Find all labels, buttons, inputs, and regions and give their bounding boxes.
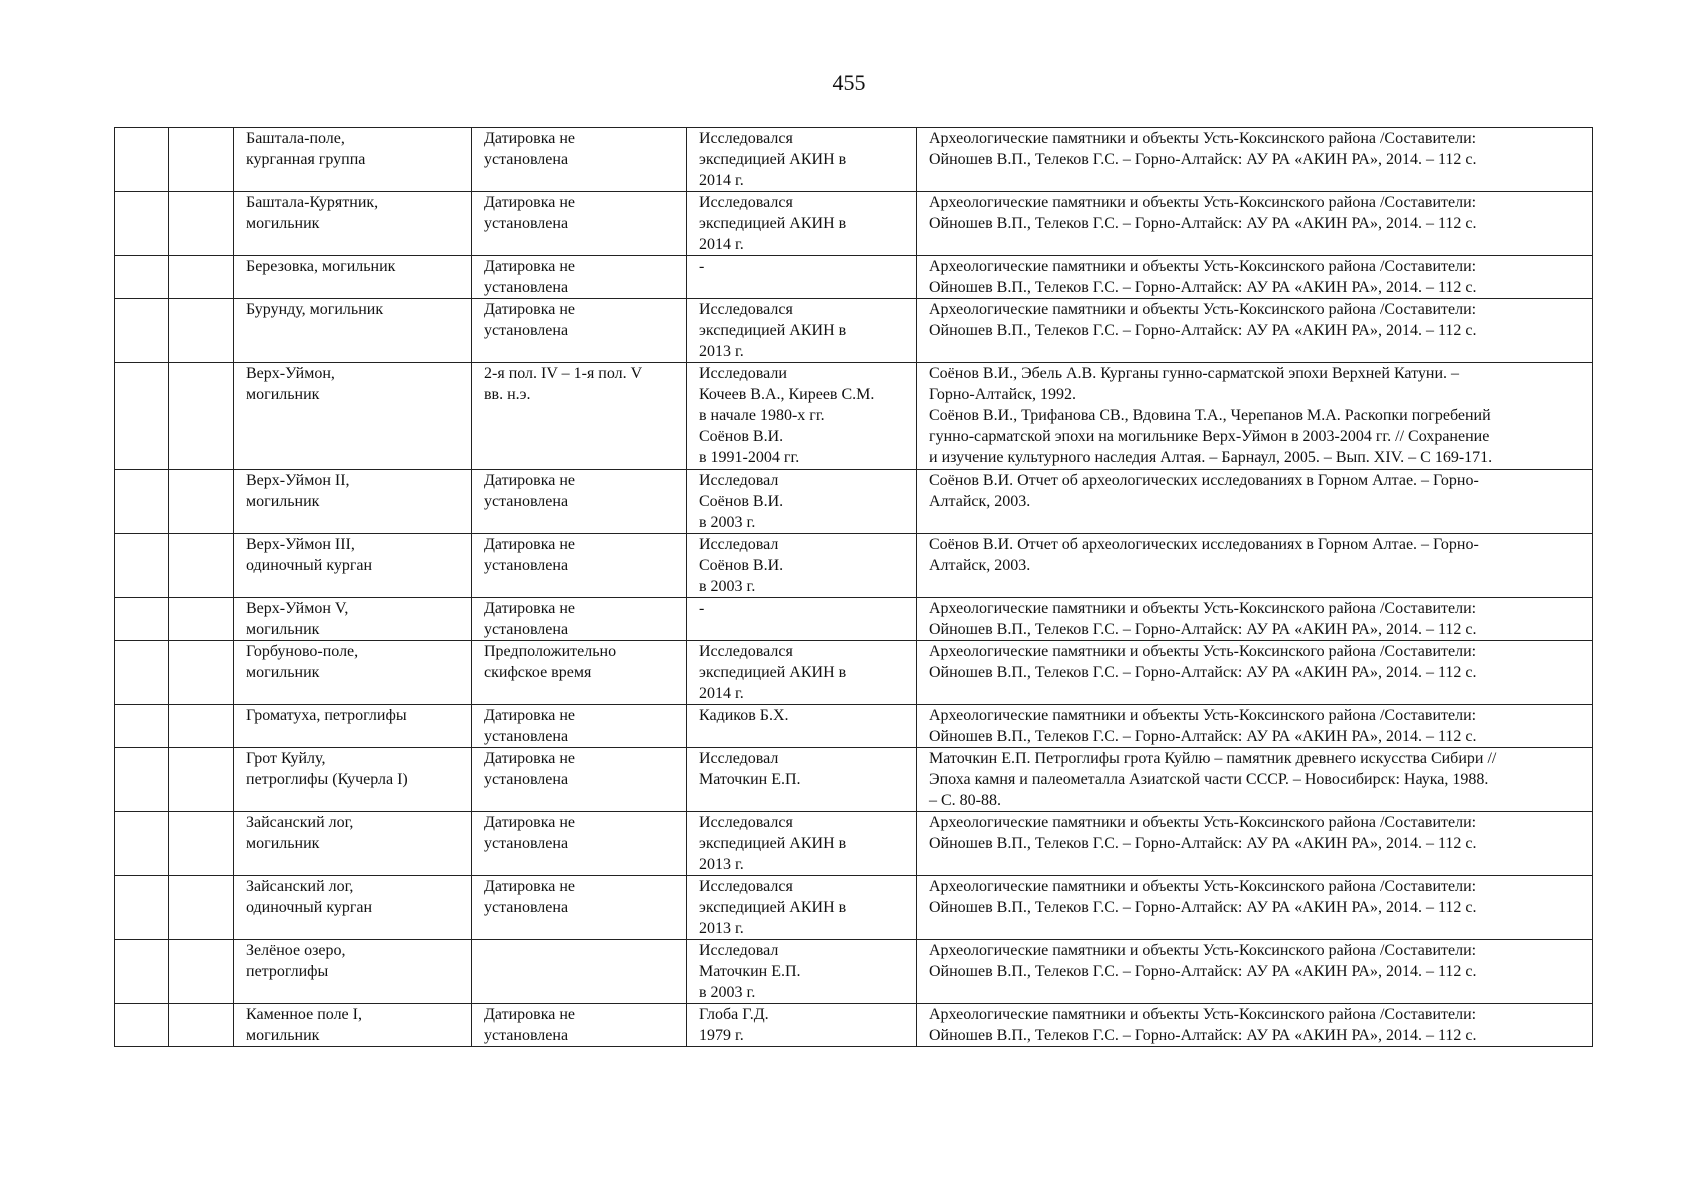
cell-dating: Датировка не установлена (472, 470, 687, 534)
table-row (115, 940, 1593, 1004)
table-row (115, 299, 1593, 363)
cell-dating: Датировка не установлена (472, 256, 687, 299)
cell-number (115, 748, 169, 812)
cell-source: Маточкин Е.П. Петроглифы грота Куйлю – памятник древнего искусства Сибири // Эпоха камня и палеометалла Азиатской части СССР. – Новосибирск: Наука, 1988. – С. 80-88. (917, 748, 1593, 812)
table-row (115, 534, 1593, 598)
cell-monument-name: Верх-Уймон, могильник (234, 363, 472, 470)
cell-research: Исследовался экспедицией АКИН в 2013 г. (687, 812, 917, 876)
cell-monument-name: Березовка, могильник (234, 256, 472, 299)
cell-number (115, 705, 169, 748)
cell-number (115, 192, 169, 256)
cell-code (169, 705, 234, 748)
cell-number (115, 534, 169, 598)
cell-source: Соёнов В.И. Отчет об археологических исследованиях в Горном Алтае. – Горно- Алтайск, 2003. (917, 470, 1593, 534)
table-row (115, 256, 1593, 299)
cell-code (169, 1004, 234, 1047)
cell-dating: Датировка не установлена (472, 812, 687, 876)
cell-source: Соёнов В.И. Отчет об археологических исследованиях в Горном Алтае. – Горно- Алтайск, 2003. (917, 534, 1593, 598)
cell-code (169, 876, 234, 940)
cell-source: Археологические памятники и объекты Усть-Коксинского района /Составители: Ойношев В.П., Телеков Г.С. – Горно-Алтайск: АУ РА «АКИН РА», 2014. – 112 с. (917, 128, 1593, 192)
table-row (115, 363, 1593, 470)
cell-monument-name: Грот Куйлу, петроглифы (Кучерла I) (234, 748, 472, 812)
cell-research: Исследовали Кочеев В.А., Киреев С.М. в начале 1980-х гг. Соёнов В.И. в 1991-2004 гг. (687, 363, 917, 470)
cell-source: Археологические памятники и объекты Усть-Коксинского района /Составители: Ойношев В.П., Телеков Г.С. – Горно-Алтайск: АУ РА «АКИН РА», 2014. – 112 с. (917, 299, 1593, 363)
table-row (115, 470, 1593, 534)
cell-research: Кадиков Б.Х. (687, 705, 917, 748)
cell-dating: Датировка не установлена (472, 192, 687, 256)
cell-code (169, 641, 234, 705)
cell-code (169, 598, 234, 641)
cell-dating: Датировка не установлена (472, 876, 687, 940)
table-row (115, 812, 1593, 876)
cell-monument-name: Верх-Уймон II, могильник (234, 470, 472, 534)
cell-monument-name: Зелёное озеро, петроглифы (234, 940, 472, 1004)
cell-dating: Датировка не установлена (472, 705, 687, 748)
cell-code (169, 534, 234, 598)
monuments-table-body (115, 128, 1593, 1047)
cell-research: Глоба Г.Д. 1979 г. (687, 1004, 917, 1047)
cell-monument-name: Бурунду, могильник (234, 299, 472, 363)
cell-number (115, 940, 169, 1004)
table-row (115, 192, 1593, 256)
cell-number (115, 876, 169, 940)
cell-code (169, 812, 234, 876)
cell-monument-name: Баштала-поле, курганная группа (234, 128, 472, 192)
cell-research: Исследовал Маточкин Е.П. в 2003 г. (687, 940, 917, 1004)
cell-dating: Предположительно скифское время (472, 641, 687, 705)
cell-code (169, 940, 234, 1004)
cell-monument-name: Зайсанский лог, одиночный курган (234, 876, 472, 940)
cell-dating (472, 940, 687, 1004)
cell-number (115, 470, 169, 534)
cell-research: Исследовался экспедицией АКИН в 2014 г. (687, 192, 917, 256)
cell-number (115, 641, 169, 705)
cell-number (115, 598, 169, 641)
cell-research: Исследовался экспедицией АКИН в 2014 г. (687, 128, 917, 192)
cell-number (115, 299, 169, 363)
cell-research: Исследовался экспедицией АКИН в 2013 г. (687, 299, 917, 363)
table-row (115, 748, 1593, 812)
table-row (115, 128, 1593, 192)
page-number: 455 (832, 70, 866, 95)
cell-dating: Датировка не установлена (472, 598, 687, 641)
table-row (115, 1004, 1593, 1047)
cell-number (115, 812, 169, 876)
cell-monument-name: Горбуново-поле, могильник (234, 641, 472, 705)
cell-research: Исследовал Маточкин Е.П. (687, 748, 917, 812)
cell-source: Соёнов В.И., Эбель А.В. Курганы гунно-сарматской эпохи Верхней Катуни. – Горно-Алтайск, 1992. Соёнов В.И., Трифанова СВ., Вдовина Т.А., Черепанов М.А. Раскопки погребений гунно-сарматской эпохи на могильнике Верх-Уймон в 2003-2004 гг. // Сохранение и изучение культурного наследия Алтая. – Барнаул, 2005. – Вып. XIV. – С 169-171. (917, 363, 1593, 470)
table-row (115, 641, 1593, 705)
cell-number (115, 1004, 169, 1047)
cell-number (115, 128, 169, 192)
cell-number (115, 256, 169, 299)
cell-code (169, 470, 234, 534)
cell-monument-name: Зайсанский лог, могильник (234, 812, 472, 876)
cell-research: Исследовался экспедицией АКИН в 2014 г. (687, 641, 917, 705)
cell-code (169, 128, 234, 192)
cell-monument-name: Верх-Уймон V, могильник (234, 598, 472, 641)
cell-monument-name: Верх-Уймон III, одиночный курган (234, 534, 472, 598)
cell-research: Исследовал Соёнов В.И. в 2003 г. (687, 534, 917, 598)
table-row (115, 705, 1593, 748)
cell-monument-name: Громатуха, петроглифы (234, 705, 472, 748)
cell-code (169, 299, 234, 363)
cell-source: Археологические памятники и объекты Усть-Коксинского района /Составители: Ойношев В.П., Телеков Г.С. – Горно-Алтайск: АУ РА «АКИН РА», 2014. – 112 с. (917, 940, 1593, 1004)
monuments-table (114, 127, 1593, 1047)
cell-dating: Датировка не установлена (472, 1004, 687, 1047)
cell-dating: Датировка не установлена (472, 534, 687, 598)
cell-source: Археологические памятники и объекты Усть-Коксинского района /Составители: Ойношев В.П., Телеков Г.С. – Горно-Алтайск: АУ РА «АКИН РА», 2014. – 112 с. (917, 705, 1593, 748)
cell-source: Археологические памятники и объекты Усть-Коксинского района /Составители: Ойношев В.П., Телеков Г.С. – Горно-Алтайск: АУ РА «АКИН РА», 2014. – 112 с. (917, 641, 1593, 705)
cell-code (169, 192, 234, 256)
cell-monument-name: Каменное поле I, могильник (234, 1004, 472, 1047)
cell-dating: Датировка не установлена (472, 128, 687, 192)
cell-code (169, 256, 234, 299)
cell-source: Археологические памятники и объекты Усть-Коксинского района /Составители: Ойношев В.П., Телеков Г.С. – Горно-Алтайск: АУ РА «АКИН РА», 2014. – 112 с. (917, 598, 1593, 641)
cell-source: Археологические памятники и объекты Усть-Коксинского района /Составители: Ойношев В.П., Телеков Г.С. – Горно-Алтайск: АУ РА «АКИН РА», 2014. – 112 с. (917, 256, 1593, 299)
cell-code (169, 748, 234, 812)
table-row (115, 876, 1593, 940)
cell-research: - (687, 256, 917, 299)
cell-research: - (687, 598, 917, 641)
cell-dating: 2-я пол. IV – 1-я пол. V вв. н.э. (472, 363, 687, 470)
cell-dating: Датировка не установлена (472, 299, 687, 363)
table-row (115, 598, 1593, 641)
cell-research: Исследовался экспедицией АКИН в 2013 г. (687, 876, 917, 940)
cell-code (169, 363, 234, 470)
cell-source: Археологические памятники и объекты Усть-Коксинского района /Составители: Ойношев В.П., Телеков Г.С. – Горно-Алтайск: АУ РА «АКИН РА», 2014. – 112 с. (917, 812, 1593, 876)
cell-number (115, 363, 169, 470)
cell-dating: Датировка не установлена (472, 748, 687, 812)
cell-source: Археологические памятники и объекты Усть-Коксинского района /Составители: Ойношев В.П., Телеков Г.С. – Горно-Алтайск: АУ РА «АКИН РА», 2014. – 112 с. (917, 192, 1593, 256)
cell-research: Исследовал Соёнов В.И. в 2003 г. (687, 470, 917, 534)
cell-source: Археологические памятники и объекты Усть-Коксинского района /Составители: Ойношев В.П., Телеков Г.С. – Горно-Алтайск: АУ РА «АКИН РА», 2014. – 112 с. (917, 876, 1593, 940)
cell-source: Археологические памятники и объекты Усть-Коксинского района /Составители: Ойношев В.П., Телеков Г.С. – Горно-Алтайск: АУ РА «АКИН РА», 2014. – 112 с. (917, 1004, 1593, 1047)
cell-monument-name: Баштала-Курятник, могильник (234, 192, 472, 256)
